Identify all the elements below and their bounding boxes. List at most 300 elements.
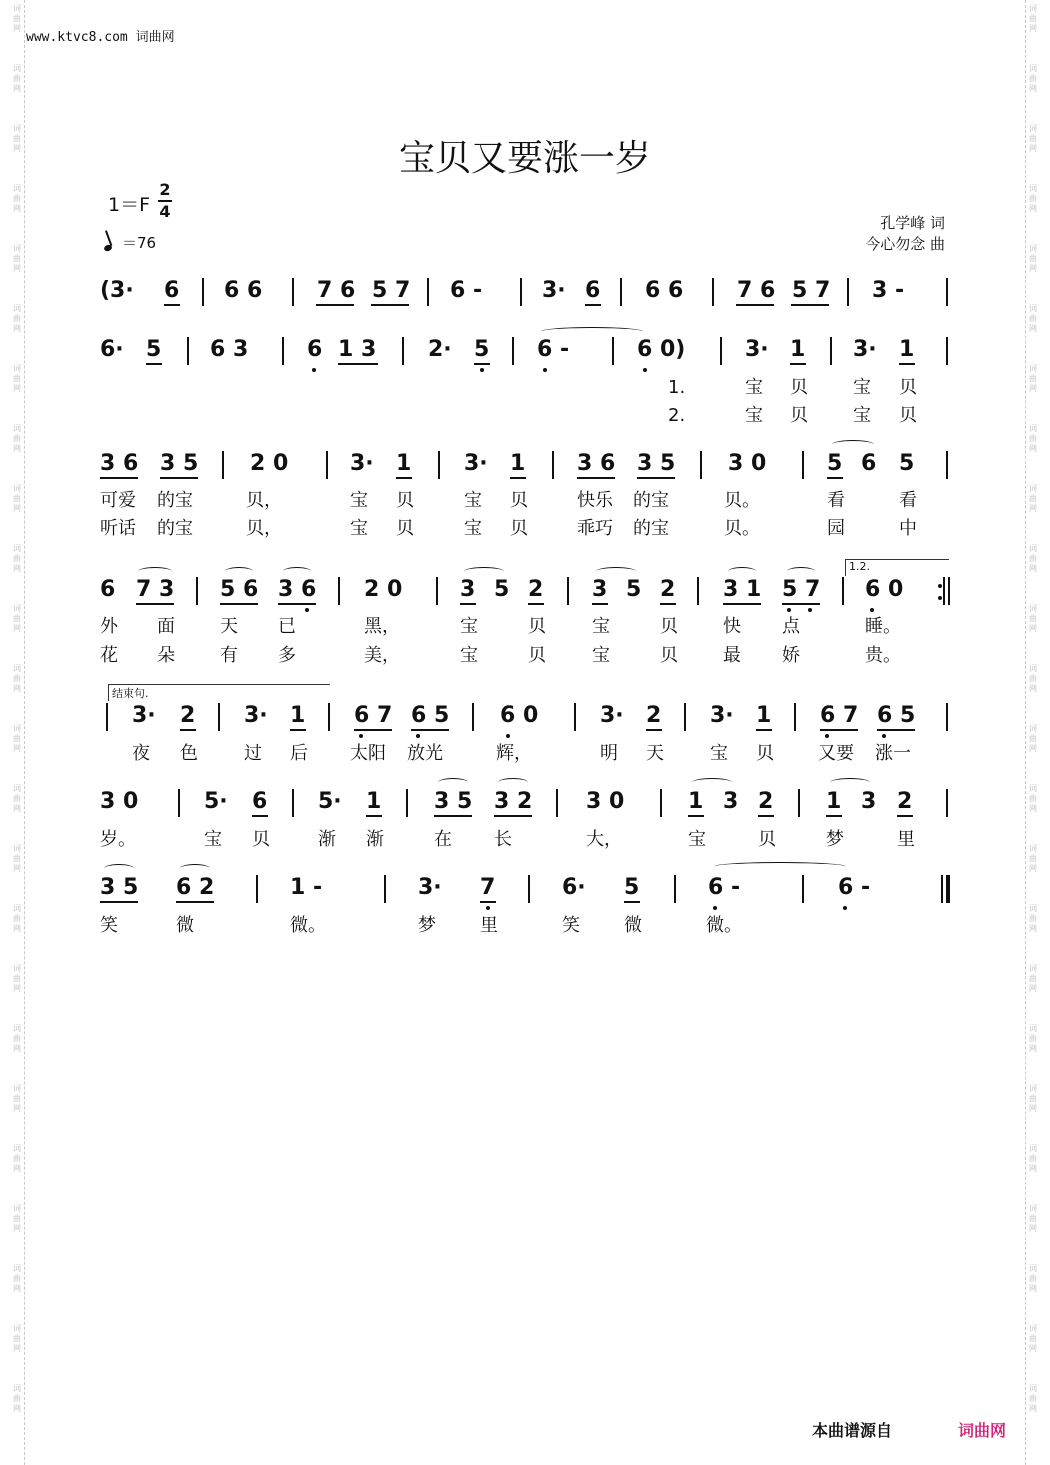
watermark-glyph: 词 曲 网: [13, 1324, 21, 1353]
score-note: 3 5: [160, 451, 199, 476]
watermark-glyph: 词 曲 网: [13, 664, 21, 693]
lyric-word: 宝: [745, 405, 763, 426]
underline: [897, 815, 913, 817]
score-row-4: [100, 577, 950, 617]
lyric-word: 宝: [710, 743, 728, 764]
ending-phrase-label: 结束句.: [112, 687, 149, 700]
underline: [624, 901, 640, 903]
barline: [106, 703, 108, 731]
score-note: 1: [290, 703, 306, 728]
barline: [218, 703, 220, 731]
barline: [946, 789, 948, 817]
tie-slur: [728, 567, 756, 576]
barline: [384, 875, 386, 903]
underline: [736, 304, 774, 306]
barline: [946, 278, 948, 306]
lyric-word: 宝: [350, 490, 368, 511]
score-note: 5: [474, 337, 490, 362]
score-note: 5: [624, 875, 640, 900]
score-note: 5 7: [782, 577, 821, 602]
watermark-glyph: 词 曲 网: [13, 1204, 21, 1233]
score-row-1: [100, 278, 950, 318]
underline: [434, 815, 472, 817]
barline: [187, 337, 189, 365]
lyric-word: 过: [244, 743, 262, 764]
barline: [338, 577, 340, 605]
score-note: 6: [164, 278, 180, 303]
watermark-glyph: 词 曲 网: [1029, 964, 1037, 993]
lyric-word: 宝: [592, 645, 610, 666]
underline: [316, 304, 354, 306]
site-label: www.ktvc8.com 词曲网: [26, 30, 175, 45]
barline: [847, 278, 849, 306]
low-octave-dot: [359, 734, 363, 738]
score-note: 3: [723, 789, 739, 814]
barline: [842, 577, 844, 605]
lyric-word: 宝: [745, 377, 763, 398]
underline: [100, 477, 138, 479]
score-note: 6 3: [210, 337, 249, 362]
watermark-glyph: 词 曲 网: [13, 244, 21, 273]
watermark-glyph: 词 曲 网: [1029, 1024, 1037, 1053]
composer: 今心勿念 曲: [865, 235, 945, 253]
underline: [660, 603, 676, 605]
song-title: 宝贝又要涨一岁: [398, 138, 651, 179]
lyricist: 孔学峰 词: [880, 214, 945, 232]
watermark-glyph: 词 曲 网: [13, 964, 21, 993]
barline: [520, 278, 522, 306]
score-note: 6 7: [354, 703, 393, 728]
score-note: 6 0: [500, 703, 539, 728]
underline: [723, 603, 761, 605]
score-note: 5 6: [220, 577, 259, 602]
score-note: 2: [528, 577, 544, 602]
score-note: 3·: [600, 703, 624, 728]
score-note: 1: [790, 337, 806, 362]
underline: [756, 729, 772, 731]
lyric-word: 放光: [407, 743, 443, 764]
score-note: 5·: [318, 789, 342, 814]
score-note: 5: [626, 577, 642, 602]
tie-slur: [596, 567, 636, 576]
score-note: 2 0: [364, 577, 403, 602]
watermark-glyph: 词 曲 网: [13, 424, 21, 453]
lyric-word: 里: [897, 829, 915, 850]
low-octave-dot: [713, 906, 717, 910]
low-octave-dot: [882, 734, 886, 738]
lyric-word: 宝: [204, 829, 222, 850]
barline: [802, 451, 804, 479]
lyric-word: 色: [180, 743, 198, 764]
barline: [282, 337, 284, 365]
underline: [480, 901, 496, 903]
lyric-word: 贝，: [246, 518, 282, 539]
barline: [720, 337, 722, 365]
lyric-word: 宝: [853, 405, 871, 426]
score-note: 6 2: [176, 875, 215, 900]
lyric-row-2-verse-2: [100, 405, 950, 429]
score-note: 7 6: [737, 278, 776, 303]
lyric-word: 贝，: [246, 490, 282, 511]
barline: [178, 789, 180, 817]
barline: [328, 703, 330, 731]
watermark-glyph: 词 曲 网: [1029, 244, 1037, 273]
underline: [494, 815, 532, 817]
barline: [222, 451, 224, 479]
lyric-word: 宝: [464, 518, 482, 539]
score-note: 1: [756, 703, 772, 728]
score-note: 2·: [428, 337, 452, 362]
barline: [700, 451, 702, 479]
underline: [100, 901, 138, 903]
low-octave-dot: [843, 906, 847, 910]
low-octave-dot: [486, 906, 490, 910]
tie-slur: [283, 567, 311, 576]
lyric-word: 贝: [660, 616, 678, 637]
underline: [899, 363, 915, 365]
underline: [354, 729, 392, 731]
time-signature: [158, 180, 172, 222]
underline: [782, 603, 820, 605]
watermark-glyph: 词 曲 网: [13, 1264, 21, 1293]
score-note: 5: [494, 577, 510, 602]
watermark-glyph: 词 曲 网: [1029, 1384, 1037, 1413]
underline: [510, 477, 526, 479]
score-note: 6: [861, 451, 877, 476]
lyric-word: 大，: [586, 829, 622, 850]
watermark-glyph: 词 曲 网: [1029, 724, 1037, 753]
score-note: 3 0: [586, 789, 625, 814]
lyric-word: 笑: [562, 915, 580, 936]
repeat-barline: [948, 577, 950, 605]
lyric-word: 梦: [418, 915, 436, 936]
watermark-glyph: 词 曲 网: [13, 844, 21, 873]
low-octave-dot: [543, 368, 547, 372]
barline: [556, 789, 558, 817]
barline: [830, 337, 832, 365]
watermark-glyph: 词 曲 网: [13, 484, 21, 513]
lyric-word: 又要: [818, 743, 854, 764]
lyric-word: 睡。: [865, 616, 901, 637]
verse-label: 1.: [668, 377, 686, 398]
underline: [592, 603, 608, 605]
lyric-row-3-verse-1: [100, 490, 950, 514]
lyric-word: 快: [723, 616, 741, 637]
watermark-glyph: 词 曲 网: [1029, 64, 1037, 93]
lyric-word: 贝: [510, 518, 528, 539]
underline: [646, 729, 662, 731]
lyric-word: 的宝: [633, 518, 669, 539]
lyric-word: 后: [290, 743, 308, 764]
barline: [794, 703, 796, 731]
watermark-glyph: 词 曲 网: [1029, 304, 1037, 333]
underline: [411, 729, 449, 731]
score-note: 6: [307, 337, 323, 362]
underline: [366, 815, 382, 817]
score-note: 3 5: [637, 451, 676, 476]
lyric-word: 贝。: [724, 518, 760, 539]
lyric-word: 宝: [460, 645, 478, 666]
underline: [688, 815, 704, 817]
barline: [292, 789, 294, 817]
underline: [528, 603, 544, 605]
watermark-glyph: 词 曲 网: [13, 784, 21, 813]
underline: [290, 729, 306, 731]
score-note: 3 5: [434, 789, 473, 814]
barline: [427, 278, 429, 306]
watermark-glyph: 词 曲 网: [13, 604, 21, 633]
watermark-glyph: 词 曲 网: [1029, 1084, 1037, 1113]
lyric-word: 的宝: [157, 490, 193, 511]
lyric-word: 宝: [688, 829, 706, 850]
watermark-glyph: 词 曲 网: [13, 544, 21, 573]
score-note: 5·: [204, 789, 228, 814]
score-note: 3 5: [100, 875, 139, 900]
barline: [196, 577, 198, 605]
underline: [577, 477, 615, 479]
barline: [712, 278, 714, 306]
lyric-word: 微: [624, 915, 642, 936]
score-note: 3: [861, 789, 877, 814]
underline: [460, 603, 476, 605]
lyric-word: 贝: [660, 645, 678, 666]
low-octave-dot: [808, 608, 812, 612]
score-note: 5 7: [372, 278, 411, 303]
barline: [472, 703, 474, 731]
barline: [436, 577, 438, 605]
score-note: 6: [252, 789, 268, 814]
barline: [202, 278, 204, 306]
barline: [674, 875, 676, 903]
tie-slur: [830, 778, 870, 787]
final-barline: [946, 875, 950, 903]
barline: [946, 703, 948, 731]
score-note: 1 -: [290, 875, 323, 900]
time-signature-top: 2: [159, 180, 171, 199]
lyric-word: 贝: [396, 518, 414, 539]
lyric-word: 贵。: [865, 645, 901, 666]
watermark-glyph: 词 曲 网: [13, 904, 21, 933]
barline: [438, 451, 440, 479]
lyric-word: 的宝: [633, 490, 669, 511]
underline: [758, 815, 774, 817]
lyric-word: 贝: [396, 490, 414, 511]
watermark-glyph: 词 曲 网: [1029, 544, 1037, 573]
score-note: 6 -: [450, 278, 483, 303]
lyric-row-6: [100, 829, 950, 853]
score-note: 6: [585, 278, 601, 303]
verse-label: 2.: [668, 405, 686, 426]
lyric-word: 最: [723, 645, 741, 666]
score-note: 5 7: [792, 278, 831, 303]
lyric-word: 黑，: [364, 616, 400, 637]
lyric-word: 明: [600, 743, 618, 764]
score-note: 1: [688, 789, 704, 814]
watermark-glyph: 词 曲 网: [1029, 1144, 1037, 1173]
lyric-word: 岁。: [100, 829, 136, 850]
watermark-glyph: 词 曲 网: [13, 364, 21, 393]
lyric-word: 微: [176, 915, 194, 936]
score-note: 3·: [418, 875, 442, 900]
underline: [160, 477, 198, 479]
watermark-glyph: 词 曲 网: [1029, 904, 1037, 933]
low-octave-dot: [870, 608, 874, 612]
score-row-3: [100, 451, 950, 491]
watermark-glyph: 词 曲 网: [1029, 424, 1037, 453]
score-note: 5: [827, 451, 843, 476]
watermark-glyph: 词 曲 网: [13, 304, 21, 333]
barline: [612, 337, 614, 365]
lyric-word: 听话: [100, 518, 136, 539]
score-note: 3·: [745, 337, 769, 362]
underline: [585, 304, 601, 306]
lyric-word: 贝: [790, 377, 808, 398]
score-note: 1: [826, 789, 842, 814]
barline: [660, 789, 662, 817]
watermark-glyph: 词 曲 网: [1029, 124, 1037, 153]
footer-source-label: 本曲谱源自: [812, 1421, 893, 1440]
underline: [820, 729, 858, 731]
score-note: 3 6: [577, 451, 616, 476]
low-octave-dot: [480, 368, 484, 372]
score-note: 2: [897, 789, 913, 814]
lyric-word: 快乐: [577, 490, 613, 511]
lyric-word: 天: [646, 743, 664, 764]
repeat-dot: [938, 584, 942, 588]
lyric-word: 辉，: [496, 743, 532, 764]
watermark-glyph: 词 曲 网: [13, 1084, 21, 1113]
score-note: 6 -: [708, 875, 741, 900]
score-row-2: [100, 337, 950, 377]
lyric-word: 花: [100, 645, 118, 666]
watermark-glyph: 词 曲 网: [1029, 484, 1037, 513]
score-note: 1 3: [338, 337, 377, 362]
underline: [827, 477, 843, 479]
tie-slur: [225, 567, 253, 576]
barline: [567, 577, 569, 605]
lyric-word: 宝: [464, 490, 482, 511]
lyric-word: 看: [827, 490, 845, 511]
barline: [512, 337, 514, 365]
score-note: 3·: [710, 703, 734, 728]
repeat-dot: [938, 596, 942, 600]
lyric-word: 贝: [790, 405, 808, 426]
lyric-word: 的宝: [157, 518, 193, 539]
underline: [877, 729, 915, 731]
lyric-word: 涨一: [875, 743, 911, 764]
low-octave-dot: [643, 368, 647, 372]
tie-slur: [541, 327, 643, 336]
underline: [220, 603, 258, 605]
barline: [406, 789, 408, 817]
watermark-glyph: 词 曲 网: [1029, 604, 1037, 633]
time-signature-bottom: 4: [159, 202, 171, 221]
barline: [798, 789, 800, 817]
watermark-glyph: 词 曲 网: [13, 1144, 21, 1173]
barline: [574, 703, 576, 731]
score-note: 7 3: [136, 577, 175, 602]
lyric-word: 贝: [528, 645, 546, 666]
lyric-row-3-verse-2: [100, 518, 950, 542]
lyric-word: 娇: [782, 645, 800, 666]
lyric-word: 园: [827, 518, 845, 539]
score-note: 3 0: [100, 789, 139, 814]
score-note: 3 6: [100, 451, 139, 476]
lyric-word: 已: [278, 616, 296, 637]
underline: [180, 729, 196, 731]
lyric-word: 宝: [350, 518, 368, 539]
score-row-7: [100, 875, 950, 915]
lyric-word: 有: [220, 645, 238, 666]
barline: [256, 875, 258, 903]
lyric-row-4-verse-2: [100, 645, 950, 669]
underline: [164, 304, 180, 306]
lyric-word: 贝: [756, 743, 774, 764]
repeat-ending-label: 1.2.: [849, 560, 870, 573]
tempo-value: ＝76: [122, 234, 157, 252]
footer-site-link[interactable]: 词曲网: [958, 1421, 1007, 1440]
lyric-word: 渐: [366, 829, 384, 850]
low-octave-dot: [506, 734, 510, 738]
score-note: 2: [758, 789, 774, 814]
barline: [802, 875, 804, 903]
lyric-row-2-verse-1: [100, 377, 950, 401]
lyric-word: 乖巧: [577, 518, 613, 539]
underline: [176, 901, 214, 903]
score-note: 1: [396, 451, 412, 476]
low-octave-dot: [416, 734, 420, 738]
tie-slur: [438, 778, 468, 787]
lyric-word: 外: [100, 616, 118, 637]
underline: [252, 815, 268, 817]
score-note: 6 6: [224, 278, 263, 303]
low-octave-dot: [787, 608, 791, 612]
score-note: 6 5: [411, 703, 450, 728]
watermark-glyph: 词 曲 网: [13, 724, 21, 753]
lyric-word: 中: [899, 518, 917, 539]
lyric-word: 夜: [132, 743, 150, 764]
barline: [697, 577, 699, 605]
underline: [146, 363, 162, 365]
score-note: 3·: [350, 451, 374, 476]
lyric-word: 长: [494, 829, 512, 850]
tie-slur: [104, 864, 134, 873]
tempo-mark: [104, 232, 156, 253]
barline: [552, 451, 554, 479]
barline: [946, 451, 948, 479]
lyric-word: 美，: [364, 645, 400, 666]
lyric-word: 渐: [318, 829, 336, 850]
score-note: 3·: [464, 451, 488, 476]
underline: [338, 363, 378, 365]
tie-slur: [180, 864, 210, 873]
barline: [326, 451, 328, 479]
tie-slur: [714, 862, 846, 871]
lyric-word: 宝: [592, 616, 610, 637]
score-note: 5: [899, 451, 915, 476]
score-note: 6 -: [537, 337, 570, 362]
ending-phrase-bracket: [108, 684, 330, 701]
lyric-word: 太阳: [350, 743, 386, 764]
score-note: 6·: [562, 875, 586, 900]
lyric-word: 贝: [252, 829, 270, 850]
lyric-row-4-verse-1: [100, 616, 950, 640]
score-note: 3: [592, 577, 608, 602]
score-note: 3 1: [723, 577, 762, 602]
underline: [371, 304, 409, 306]
lyric-word: 宝: [853, 377, 871, 398]
lyric-word: 贝: [758, 829, 776, 850]
